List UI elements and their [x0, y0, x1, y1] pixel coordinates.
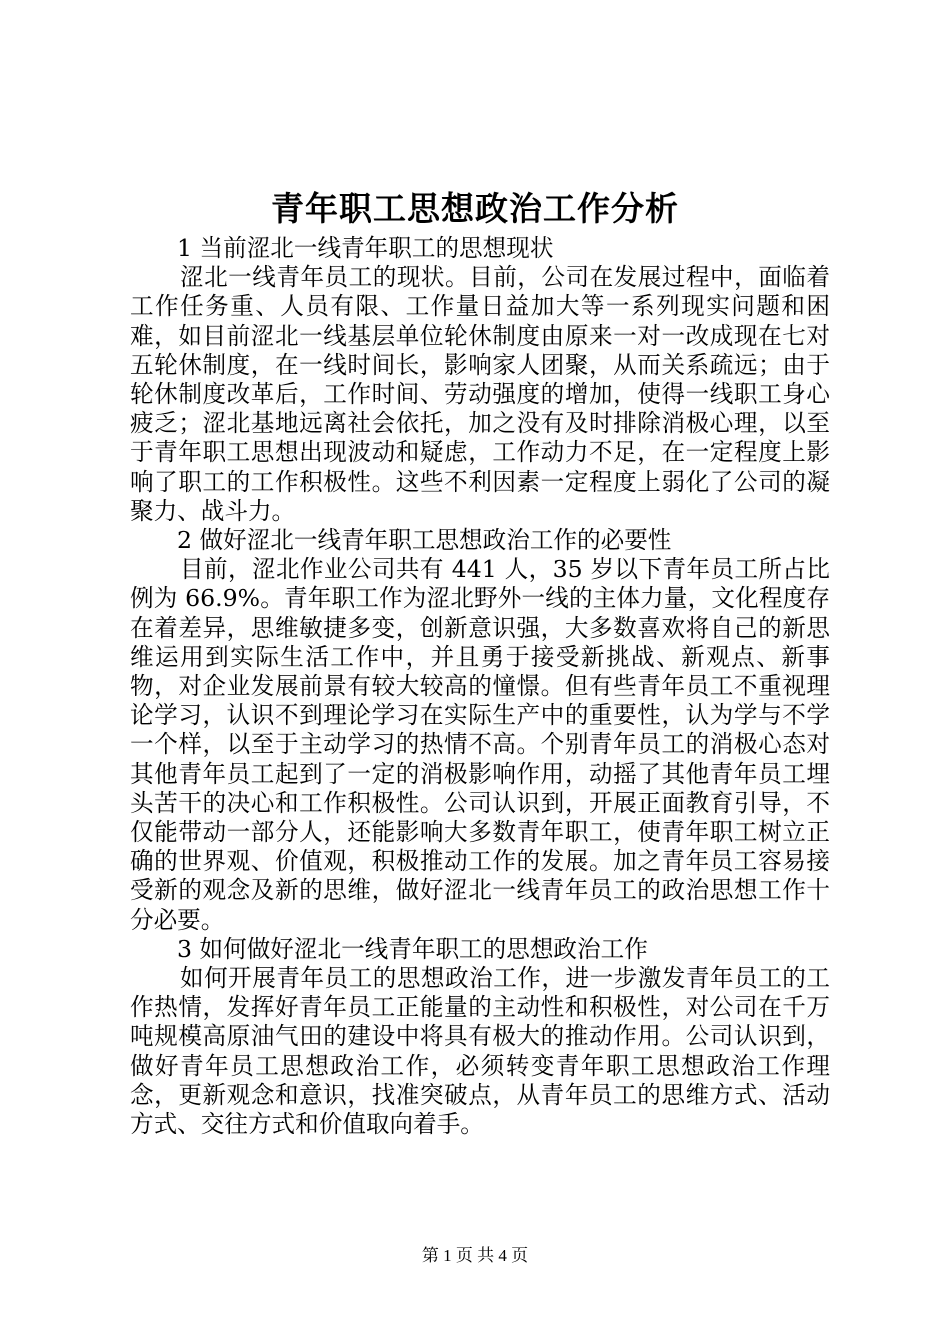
page-footer: 第 1 页 共 4 页	[421, 1246, 529, 1265]
section-paragraph-1: 涩北一线青年员工的现状。目前，公司在发展过程中，面临着工作任务重、人员有限、工作量日益加大等一系列现实问题和困难，如目前涩北一线基层单位轮休制度由原来一对一改成现在七对五轮休制度，在一线时间长，影响家人团聚，从而关系疏远；由于轮休制度改革后，工作时间、劳动强度的增加，使得一线职工身心疲乏；涩北基地远离社会依托，加之没有及时排除消极心理，以至于青年职工思想出现波动和疑虑，工作动力不足，在一定程度上影响了职工的工作积极性。这些不利因素一定程度上弱化了公司的凝聚力、战斗力。	[130, 263, 830, 525]
section-heading-1: 1 当前涩北一线青年职工的思想现状	[177, 234, 554, 262]
section-heading-2: 2 做好涩北一线青年职工思想政治工作的必要性	[177, 526, 672, 555]
document-body	[130, 234, 830, 1139]
section-paragraph-3: 如何开展青年员工的思想政治工作，进一步激发青年员工的工作热情，发挥好青年员工正能量的主动性和积极性，对公司在千万吨规模高原油气田的建设中将具有极大的推动作用。公司认识到，做好青年员工思想政治工作，必须转变青年职工思想政治工作理念，更新观念和意识，找准突破点，从青年员工的思维方式、活动方式、交往方式和价值取向着手。	[130, 964, 830, 1139]
document-title: 青年职工思想政治工作分析	[271, 189, 679, 228]
section-paragraph-2: 目前，涩北作业公司共有 441 人，35 岁以下青年员工所占比例为 66.9%。青年职工作为涩北野外一线的主体力量，文化程度存在着差异，思维敏捷多变，创新意识强，大多数喜欢将自己的新思维运用到实际生活工作中，并且勇于接受新挑战、新观点、新事物，对企业发展前景有较大较高的憧憬。但有些青年员工不重视理论学习，认识不到理论学习在实际生产中的重要性，认为学与不学一个样，以至于主动学习的热情不高。个别青年员工的消极心态对其他青年员工起到了一定的消极影响作用，动摇了其他青年员工埋头苦干的决心和工作积极性。公司认识到，开展正面教育引导，不仅能带动一部分人，还能影响大多数青年职工，使青年职工树立正确的世界观、价值观，积极推动工作的发展。加之青年员工容易接受新的观念及新的思维，做好涩北一线青年员工的政治思想工作十分必要。	[130, 555, 830, 934]
section-heading-3: 3 如何做好涩北一线青年职工的思想政治工作	[177, 934, 648, 963]
